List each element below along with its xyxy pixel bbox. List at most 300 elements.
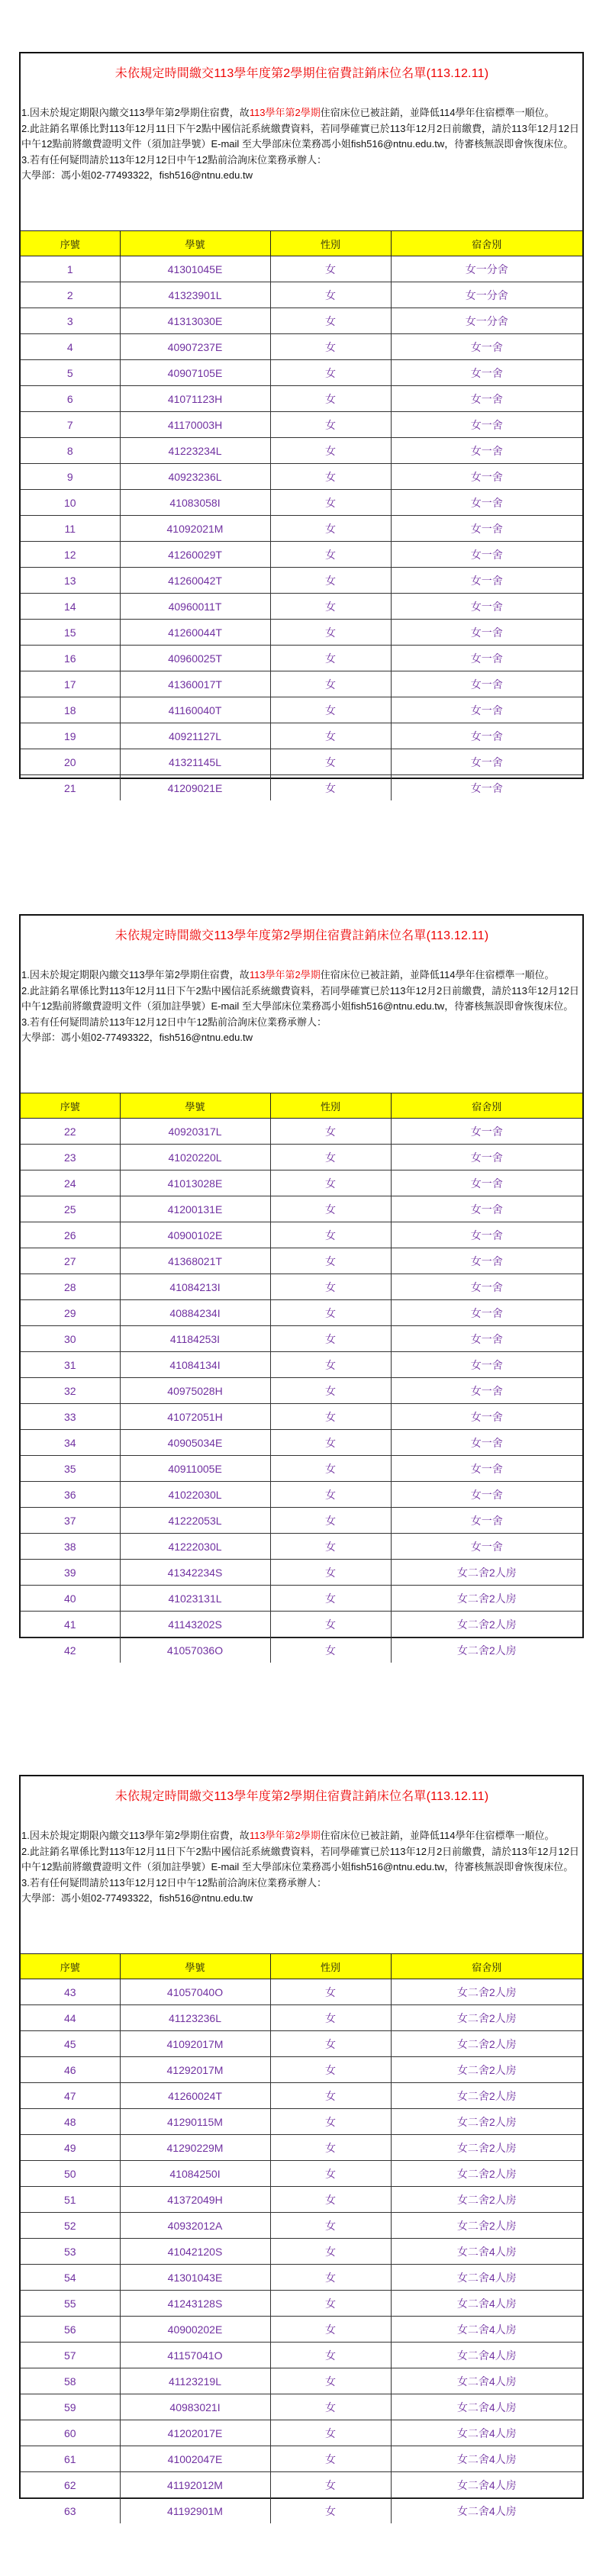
gender: 女 [270, 2135, 391, 2161]
dorm-type: 女二舍4人房 [391, 2446, 582, 2472]
gender: 女 [270, 2213, 391, 2239]
dorm-type: 女一舍 [391, 1482, 582, 1508]
student-id: 41260029T [120, 542, 270, 568]
dorm-type: 女一分舍 [391, 282, 582, 308]
row-number: 60 [21, 2420, 120, 2446]
dorm-type: 女二舍4人房 [391, 2291, 582, 2317]
gender: 女 [270, 594, 391, 620]
dorm-type: 女一舍 [391, 1119, 582, 1145]
student-id: 41222030L [120, 1534, 270, 1560]
contact-info: 大學部：馮小姐02-77493322，fish516@ntnu.edu.tw [21, 1892, 253, 1904]
gender: 女 [270, 490, 391, 516]
page-title: 未依規定時間繳交113學年度第2學期住宿費註銷床位名單(113.12.11) [114, 929, 489, 942]
column-header-dorm: 宿舍別 [391, 231, 582, 256]
gender: 女 [270, 2368, 391, 2394]
student-id: 40907105E [120, 360, 270, 386]
column-header-dorm: 宿舍別 [391, 1093, 582, 1119]
row-number: 2 [21, 282, 120, 308]
gender: 女 [270, 1586, 391, 1612]
dorm-type: 女二舍2人房 [391, 1560, 582, 1586]
student-id: 41260024T [120, 2083, 270, 2109]
table-row [21, 2343, 582, 2368]
row-number: 5 [21, 360, 120, 386]
row-number: 33 [21, 1404, 120, 1430]
row-number: 58 [21, 2368, 120, 2394]
gender: 女 [270, 386, 391, 412]
gender: 女 [270, 646, 391, 671]
dorm-type: 女一舍 [391, 749, 582, 775]
gender: 女 [270, 2343, 391, 2368]
dorm-type: 女一舍 [391, 1508, 582, 1534]
gender: 女 [270, 1326, 391, 1352]
gender: 女 [270, 1404, 391, 1430]
table-row [21, 2472, 582, 2498]
student-id: 40911005E [120, 1456, 270, 1482]
gender: 女 [270, 1222, 391, 1248]
table-row [21, 1430, 582, 1456]
table-row [21, 2394, 582, 2420]
notice-item-1-text: 1.因未於規定期限內繳交113學年第2學期住宿費，故 [21, 107, 250, 118]
cancellation-table [21, 1953, 582, 2523]
dorm-type: 女二舍2人房 [391, 1979, 582, 2005]
gender: 女 [270, 360, 391, 386]
contact-info: 大學部：馮小姐02-77493322，fish516@ntnu.edu.tw [21, 1032, 253, 1043]
row-number: 23 [21, 1145, 120, 1170]
student-id: 41042120S [120, 2239, 270, 2265]
row-number: 50 [21, 2161, 120, 2187]
table-row [21, 1378, 582, 1404]
row-number: 49 [21, 2135, 120, 2161]
row-number: 14 [21, 594, 120, 620]
gender: 女 [270, 697, 391, 723]
table-row [21, 1196, 582, 1222]
student-id: 41368021T [120, 1248, 270, 1274]
page-title: 未依規定時間繳交113學年度第2學期住宿費註銷床位名單(113.12.11) [114, 1790, 489, 1803]
row-number: 52 [21, 2213, 120, 2239]
dorm-type: 女二舍2人房 [391, 1586, 582, 1612]
row-number: 28 [21, 1274, 120, 1300]
table-row [21, 1482, 582, 1508]
column-header-gender: 性別 [270, 231, 391, 256]
gender: 女 [270, 1430, 391, 1456]
row-number: 40 [21, 1586, 120, 1612]
table-header-row [21, 231, 582, 256]
row-number: 51 [21, 2187, 120, 2213]
row-number: 61 [21, 2446, 120, 2472]
notice-item-1-text: 1.因未於規定期限內繳交113學年第2學期住宿費，故 [21, 1830, 250, 1841]
student-id: 41223234L [120, 438, 270, 464]
notice-item-3: 3.若有任何疑問請於113年12月12日中午12點前洽詢床位業務承辦人： [21, 1016, 327, 1028]
column-header-gender: 性別 [270, 1954, 391, 1979]
table-row [21, 646, 582, 671]
student-id: 40960025T [120, 646, 270, 671]
row-number: 20 [21, 749, 120, 775]
row-number: 17 [21, 671, 120, 697]
dorm-type: 女一舍 [391, 568, 582, 594]
student-id: 41002047E [120, 2446, 270, 2472]
row-number: 26 [21, 1222, 120, 1248]
student-id: 41072051H [120, 1404, 270, 1430]
dorm-type: 女二舍4人房 [391, 2265, 582, 2291]
gender: 女 [270, 2187, 391, 2213]
table-body [21, 1979, 582, 2524]
notice-item-2: 2.此註銷名單係比對113年12月11日下午2點中國信託系統繳費資料，若同學確實已於113年12月2日前繳費，請於113年12月12日中午12點前將繳費證明文件（須加註學號）E-mail 至大學部床位業務馮小姐fish516@ntnu.edu.tw，待審核無誤即會恢復床位。 [21, 984, 579, 1012]
dorm-type: 女二舍2人房 [391, 2005, 582, 2031]
notice-section [21, 916, 582, 1093]
column-header-gender: 性別 [270, 1093, 391, 1119]
table-row [21, 334, 582, 360]
student-id: 40907237E [120, 334, 270, 360]
gender: 女 [270, 749, 391, 775]
gender: 女 [270, 1612, 391, 1637]
gender: 女 [270, 1508, 391, 1534]
dorm-type: 女二舍2人房 [391, 2057, 582, 2083]
student-id: 41123219L [120, 2368, 270, 2394]
student-id: 41057036O [120, 1637, 270, 1663]
gender: 女 [270, 1170, 391, 1196]
notice-highlight: 113學年第2學期 [249, 107, 321, 118]
row-number: 48 [21, 2109, 120, 2135]
dorm-type: 女二舍2人房 [391, 2135, 582, 2161]
table-header-row [21, 1093, 582, 1119]
gender: 女 [270, 2291, 391, 2317]
row-number: 15 [21, 620, 120, 646]
row-number: 62 [21, 2472, 120, 2498]
notice-text [21, 1828, 579, 1907]
table-row [21, 2317, 582, 2343]
table-row [21, 256, 582, 282]
student-id: 41260044T [120, 620, 270, 646]
notice-item-3: 3.若有任何疑問請於113年12月12日中午12點前洽詢床位業務承辦人： [21, 1876, 327, 1889]
dorm-type: 女二舍2人房 [391, 1637, 582, 1663]
gender: 女 [270, 2394, 391, 2420]
dorm-type: 女一舍 [391, 1222, 582, 1248]
table-row [21, 1326, 582, 1352]
dorm-type: 女一舍 [391, 516, 582, 542]
notice-item-1-text-cont: 住宿床位已被註銷，並降低114學年住宿標準一順位。 [320, 969, 555, 980]
row-number: 13 [21, 568, 120, 594]
dorm-type: 女一舍 [391, 542, 582, 568]
gender: 女 [270, 1119, 391, 1145]
table-row [21, 2213, 582, 2239]
table-row [21, 1222, 582, 1248]
table-row [21, 2498, 582, 2524]
student-id: 41290229M [120, 2135, 270, 2161]
gender: 女 [270, 2265, 391, 2291]
row-number: 41 [21, 1612, 120, 1637]
gender: 女 [270, 256, 391, 282]
student-id: 41301043E [120, 2265, 270, 2291]
row-number: 46 [21, 2057, 120, 2083]
notice-item-2: 2.此註銷名單係比對113年12月11日下午2點中國信託系統繳費資料，若同學確實已於113年12月2日前繳費，請於113年12月12日中午12點前將繳費證明文件（須加註學號）E-mail 至大學部床位業務馮小姐fish516@ntnu.edu.tw，待審核無誤即會恢復床位。 [21, 1845, 579, 1872]
table-row [21, 542, 582, 568]
row-number: 57 [21, 2343, 120, 2368]
student-id: 41083058I [120, 490, 270, 516]
cancellation-table [21, 1093, 582, 1663]
student-id: 41057040O [120, 1979, 270, 2005]
gender: 女 [270, 1274, 391, 1300]
student-id: 41084250I [120, 2161, 270, 2187]
student-id: 41290115M [120, 2109, 270, 2135]
row-number: 24 [21, 1170, 120, 1196]
student-id: 40920317L [120, 1119, 270, 1145]
table-row [21, 2135, 582, 2161]
student-id: 41084134I [120, 1352, 270, 1378]
row-number: 21 [21, 775, 120, 801]
student-id: 41092017M [120, 2031, 270, 2057]
student-id: 41020220L [120, 1145, 270, 1170]
dorm-type: 女一舍 [391, 1170, 582, 1196]
row-number: 54 [21, 2265, 120, 2291]
dorm-type: 女一舍 [391, 697, 582, 723]
dorm-type: 女二舍4人房 [391, 2239, 582, 2265]
gender: 女 [270, 775, 391, 801]
row-number: 59 [21, 2394, 120, 2420]
row-number: 37 [21, 1508, 120, 1534]
dorm-type: 女一舍 [391, 620, 582, 646]
student-id: 40905034E [120, 1430, 270, 1456]
student-id: 40932012A [120, 2213, 270, 2239]
notice-item-1-text: 1.因未於規定期限內繳交113學年第2學期住宿費，故 [21, 969, 250, 980]
row-number: 47 [21, 2083, 120, 2109]
dorm-type: 女一舍 [391, 1404, 582, 1430]
notice-block-2 [19, 914, 584, 1657]
student-id: 40884234I [120, 1300, 270, 1326]
table-row [21, 516, 582, 542]
row-number: 55 [21, 2291, 120, 2317]
column-header-no: 序號 [21, 1954, 120, 1979]
row-number: 9 [21, 464, 120, 490]
table-row [21, 775, 582, 801]
table-row [21, 386, 582, 412]
row-number: 25 [21, 1196, 120, 1222]
row-number: 35 [21, 1456, 120, 1482]
student-id: 41200131E [120, 1196, 270, 1222]
table-row [21, 360, 582, 386]
student-id: 41160040T [120, 697, 270, 723]
notice-item-3: 3.若有任何疑問請於113年12月12日中午12點前洽詢床位業務承辦人： [21, 153, 327, 166]
notice-item-1 [21, 968, 579, 984]
table-row [21, 308, 582, 334]
dorm-type: 女一舍 [391, 360, 582, 386]
student-id: 40900202E [120, 2317, 270, 2343]
dorm-type: 女二舍2人房 [391, 2031, 582, 2057]
dorm-type: 女一舍 [391, 464, 582, 490]
table-row [21, 620, 582, 646]
table-row [21, 1119, 582, 1145]
gender: 女 [270, 2005, 391, 2031]
table-row [21, 1170, 582, 1196]
gender: 女 [270, 1560, 391, 1586]
table-row [21, 671, 582, 697]
student-id: 41022030L [120, 1482, 270, 1508]
dorm-type: 女二舍4人房 [391, 2498, 582, 2524]
table-row [21, 2187, 582, 2213]
gender: 女 [270, 2161, 391, 2187]
dorm-type: 女二舍4人房 [391, 2317, 582, 2343]
table-row [21, 2031, 582, 2057]
gender: 女 [270, 2498, 391, 2524]
row-number: 12 [21, 542, 120, 568]
notice-block-3 [19, 1775, 584, 2517]
table-row [21, 2265, 582, 2291]
row-number: 34 [21, 1430, 120, 1456]
dorm-type: 女一舍 [391, 1378, 582, 1404]
table-row [21, 1248, 582, 1274]
gender: 女 [270, 542, 391, 568]
student-id: 41260042T [120, 568, 270, 594]
row-number: 4 [21, 334, 120, 360]
gender: 女 [270, 1534, 391, 1560]
row-number: 44 [21, 2005, 120, 2031]
gender: 女 [270, 308, 391, 334]
gender: 女 [270, 1482, 391, 1508]
student-id: 41123236L [120, 2005, 270, 2031]
dorm-type: 女一舍 [391, 775, 582, 801]
dorm-type: 女二舍4人房 [391, 2368, 582, 2394]
row-number: 31 [21, 1352, 120, 1378]
notice-item-1 [21, 1828, 579, 1844]
student-id: 41372049H [120, 2187, 270, 2213]
notice-item-1-text-cont: 住宿床位已被註銷，並降低114學年住宿標準一順位。 [320, 107, 555, 118]
student-id: 41321145L [120, 749, 270, 775]
table-row [21, 2161, 582, 2187]
gender: 女 [270, 2109, 391, 2135]
student-id: 41323901L [120, 282, 270, 308]
table-row [21, 282, 582, 308]
column-header-student-id: 學號 [120, 1954, 270, 1979]
dorm-type: 女一舍 [391, 723, 582, 749]
dorm-type: 女一舍 [391, 334, 582, 360]
dorm-type: 女一舍 [391, 1352, 582, 1378]
gender: 女 [270, 438, 391, 464]
gender: 女 [270, 2031, 391, 2057]
dorm-type: 女二舍4人房 [391, 2394, 582, 2420]
gender: 女 [270, 2472, 391, 2498]
student-id: 40975028H [120, 1378, 270, 1404]
table-body [21, 1119, 582, 1663]
student-id: 41023131L [120, 1586, 270, 1612]
table-row [21, 1274, 582, 1300]
student-id: 41170003H [120, 412, 270, 438]
notice-item-1 [21, 105, 579, 121]
table-row [21, 2420, 582, 2446]
student-id: 41013028E [120, 1170, 270, 1196]
row-number: 6 [21, 386, 120, 412]
dorm-type: 女一舍 [391, 1430, 582, 1456]
table-row [21, 1612, 582, 1637]
table-body [21, 256, 582, 801]
row-number: 7 [21, 412, 120, 438]
table-row [21, 594, 582, 620]
dorm-type: 女一分舍 [391, 256, 582, 282]
column-header-no: 序號 [21, 231, 120, 256]
column-header-no: 序號 [21, 1093, 120, 1119]
dorm-type: 女一舍 [391, 1534, 582, 1560]
gender: 女 [270, 2057, 391, 2083]
student-id: 41342234S [120, 1560, 270, 1586]
student-id: 40900102E [120, 1222, 270, 1248]
cancellation-table [21, 230, 582, 800]
gender: 女 [270, 516, 391, 542]
table-row [21, 1352, 582, 1378]
gender: 女 [270, 723, 391, 749]
table-row [21, 2446, 582, 2472]
notice-text [21, 105, 579, 184]
gender: 女 [270, 464, 391, 490]
table-row [21, 697, 582, 723]
dorm-type: 女一舍 [391, 490, 582, 516]
dorm-type: 女二舍2人房 [391, 2213, 582, 2239]
table-row [21, 2109, 582, 2135]
student-id: 41092021M [120, 516, 270, 542]
gender: 女 [270, 282, 391, 308]
dorm-type: 女一舍 [391, 1145, 582, 1170]
student-id: 41084213I [120, 1274, 270, 1300]
dorm-type: 女一舍 [391, 386, 582, 412]
notice-highlight: 113學年第2學期 [249, 969, 321, 980]
gender: 女 [270, 1196, 391, 1222]
student-id: 41313030E [120, 308, 270, 334]
notice-block-1 [19, 52, 584, 794]
dorm-type: 女一舍 [391, 438, 582, 464]
dorm-type: 女一舍 [391, 1248, 582, 1274]
gender: 女 [270, 2239, 391, 2265]
table-row [21, 723, 582, 749]
row-number: 8 [21, 438, 120, 464]
student-id: 41192012M [120, 2472, 270, 2498]
table-row [21, 2239, 582, 2265]
column-header-dorm: 宿舍別 [391, 1954, 582, 1979]
gender: 女 [270, 568, 391, 594]
table-row [21, 438, 582, 464]
gender: 女 [270, 1300, 391, 1326]
table-header-row [21, 1954, 582, 1979]
notice-section [21, 1776, 582, 1953]
gender: 女 [270, 620, 391, 646]
table-row [21, 2057, 582, 2083]
dorm-type: 女一分舍 [391, 308, 582, 334]
student-id: 41143202S [120, 1612, 270, 1637]
table-row [21, 464, 582, 490]
table-row [21, 2005, 582, 2031]
contact-info: 大學部：馮小姐02-77493322，fish516@ntnu.edu.tw [21, 169, 253, 181]
student-id: 40960011T [120, 594, 270, 620]
table-row [21, 568, 582, 594]
student-id: 41209021E [120, 775, 270, 801]
column-header-student-id: 學號 [120, 1093, 270, 1119]
gender: 女 [270, 1637, 391, 1663]
table-row [21, 412, 582, 438]
gender: 女 [270, 2317, 391, 2343]
gender: 女 [270, 1145, 391, 1170]
dorm-type: 女一舍 [391, 1326, 582, 1352]
notice-text [21, 968, 579, 1046]
gender: 女 [270, 1456, 391, 1482]
dorm-type: 女二舍4人房 [391, 2343, 582, 2368]
row-number: 18 [21, 697, 120, 723]
row-number: 1 [21, 256, 120, 282]
row-number: 39 [21, 1560, 120, 1586]
row-number: 19 [21, 723, 120, 749]
dorm-type: 女一舍 [391, 1300, 582, 1326]
column-header-student-id: 學號 [120, 231, 270, 256]
row-number: 3 [21, 308, 120, 334]
dorm-type: 女一舍 [391, 646, 582, 671]
dorm-type: 女一舍 [391, 1274, 582, 1300]
gender: 女 [270, 1979, 391, 2005]
row-number: 30 [21, 1326, 120, 1352]
